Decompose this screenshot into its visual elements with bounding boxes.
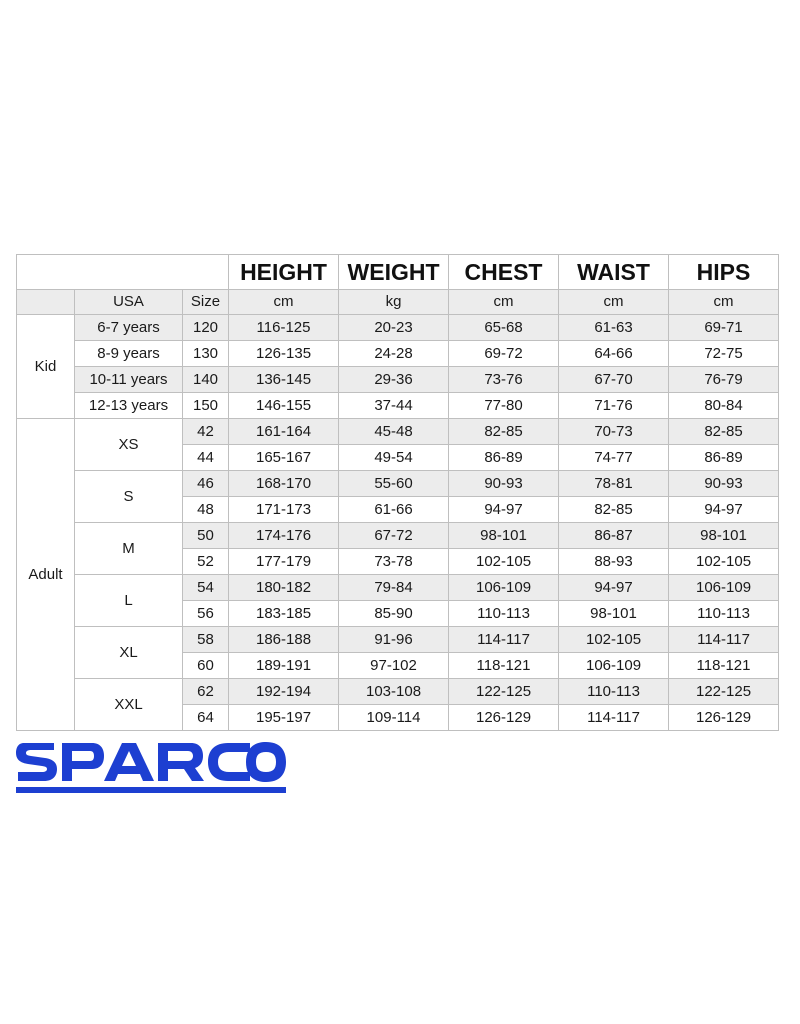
usa-size-cell: M (75, 523, 183, 575)
table-header-row-measures (17, 255, 779, 290)
header-unit-cell: kg (339, 290, 449, 315)
table-row (17, 523, 779, 549)
height-cell: 116-125 (229, 315, 339, 341)
chest-cell: 106-109 (449, 575, 559, 601)
weight-cell: 79-84 (339, 575, 449, 601)
usa-size-cell: 12-13 years (75, 393, 183, 419)
height-cell: 174-176 (229, 523, 339, 549)
header-measure-cell: HIPS (669, 255, 779, 290)
weight-cell: 45-48 (339, 419, 449, 445)
header-measure-cell: CHEST (449, 255, 559, 290)
waist-cell: 82-85 (559, 497, 669, 523)
waist-cell: 86-87 (559, 523, 669, 549)
waist-cell: 94-97 (559, 575, 669, 601)
header-measure-cell: WAIST (559, 255, 669, 290)
waist-cell: 71-76 (559, 393, 669, 419)
size-cell: 42 (183, 419, 229, 445)
hips-cell: 80-84 (669, 393, 779, 419)
chest-cell: 94-97 (449, 497, 559, 523)
waist-cell: 106-109 (559, 653, 669, 679)
chest-cell: 98-101 (449, 523, 559, 549)
hips-cell: 102-105 (669, 549, 779, 575)
height-cell: 189-191 (229, 653, 339, 679)
size-cell: 150 (183, 393, 229, 419)
weight-cell: 109-114 (339, 705, 449, 731)
height-cell: 146-155 (229, 393, 339, 419)
waist-cell: 74-77 (559, 445, 669, 471)
waist-cell: 67-70 (559, 367, 669, 393)
table-row (17, 393, 779, 419)
chest-cell: 118-121 (449, 653, 559, 679)
height-cell: 192-194 (229, 679, 339, 705)
group-label-cell: Adult (17, 419, 75, 731)
chest-cell: 82-85 (449, 419, 559, 445)
size-cell: 56 (183, 601, 229, 627)
size-cell: 140 (183, 367, 229, 393)
size-cell: 46 (183, 471, 229, 497)
weight-cell: 67-72 (339, 523, 449, 549)
height-cell: 195-197 (229, 705, 339, 731)
table-row (17, 419, 779, 445)
weight-cell: 61-66 (339, 497, 449, 523)
chest-cell: 77-80 (449, 393, 559, 419)
weight-cell: 37-44 (339, 393, 449, 419)
table-row (17, 679, 779, 705)
hips-cell: 90-93 (669, 471, 779, 497)
weight-cell: 55-60 (339, 471, 449, 497)
height-cell: 186-188 (229, 627, 339, 653)
size-cell: 52 (183, 549, 229, 575)
chest-cell: 69-72 (449, 341, 559, 367)
header-group-unit-cell (17, 290, 75, 315)
usa-size-cell: XL (75, 627, 183, 679)
chest-cell: 90-93 (449, 471, 559, 497)
header-measure-cell: HEIGHT (229, 255, 339, 290)
hips-cell: 98-101 (669, 523, 779, 549)
height-cell: 180-182 (229, 575, 339, 601)
usa-size-cell: L (75, 575, 183, 627)
size-chart-body (17, 255, 779, 731)
hips-cell: 76-79 (669, 367, 779, 393)
header-unit-cell: Size (183, 290, 229, 315)
waist-cell: 114-117 (559, 705, 669, 731)
waist-cell: 110-113 (559, 679, 669, 705)
size-cell: 62 (183, 679, 229, 705)
chest-cell: 102-105 (449, 549, 559, 575)
hips-cell: 72-75 (669, 341, 779, 367)
waist-cell: 70-73 (559, 419, 669, 445)
hips-cell: 114-117 (669, 627, 779, 653)
header-unit-cell: cm (669, 290, 779, 315)
chest-cell: 114-117 (449, 627, 559, 653)
hips-cell: 126-129 (669, 705, 779, 731)
chest-cell: 122-125 (449, 679, 559, 705)
chest-cell: 126-129 (449, 705, 559, 731)
table-row (17, 367, 779, 393)
header-unit-cell: USA (75, 290, 183, 315)
hips-cell: 118-121 (669, 653, 779, 679)
weight-cell: 20-23 (339, 315, 449, 341)
group-label-cell: Kid (17, 315, 75, 419)
table-row (17, 341, 779, 367)
usa-size-cell: 6-7 years (75, 315, 183, 341)
hips-cell: 69-71 (669, 315, 779, 341)
hips-cell: 106-109 (669, 575, 779, 601)
chest-cell: 110-113 (449, 601, 559, 627)
size-chart-table (16, 254, 779, 731)
usa-size-cell: 10-11 years (75, 367, 183, 393)
size-cell: 130 (183, 341, 229, 367)
table-header-row-units (17, 290, 779, 315)
height-cell: 168-170 (229, 471, 339, 497)
usa-size-cell: S (75, 471, 183, 523)
size-cell: 60 (183, 653, 229, 679)
chest-cell: 73-76 (449, 367, 559, 393)
size-cell: 58 (183, 627, 229, 653)
hips-cell: 122-125 (669, 679, 779, 705)
header-unit-cell: cm (229, 290, 339, 315)
height-cell: 183-185 (229, 601, 339, 627)
chest-cell: 65-68 (449, 315, 559, 341)
height-cell: 136-145 (229, 367, 339, 393)
height-cell: 161-164 (229, 419, 339, 445)
weight-cell: 24-28 (339, 341, 449, 367)
waist-cell: 102-105 (559, 627, 669, 653)
header-unit-cell: cm (449, 290, 559, 315)
header-blank-cell (17, 255, 229, 290)
weight-cell: 91-96 (339, 627, 449, 653)
size-chart-container (16, 254, 778, 731)
hips-cell: 94-97 (669, 497, 779, 523)
waist-cell: 78-81 (559, 471, 669, 497)
size-cell: 44 (183, 445, 229, 471)
waist-cell: 61-63 (559, 315, 669, 341)
height-cell: 165-167 (229, 445, 339, 471)
height-cell: 171-173 (229, 497, 339, 523)
usa-size-cell: XXL (75, 679, 183, 731)
size-cell: 54 (183, 575, 229, 601)
weight-cell: 85-90 (339, 601, 449, 627)
chest-cell: 86-89 (449, 445, 559, 471)
size-cell: 64 (183, 705, 229, 731)
table-row (17, 471, 779, 497)
weight-cell: 103-108 (339, 679, 449, 705)
size-cell: 120 (183, 315, 229, 341)
weight-cell: 73-78 (339, 549, 449, 575)
size-cell: 48 (183, 497, 229, 523)
waist-cell: 64-66 (559, 341, 669, 367)
header-measure-cell: WEIGHT (339, 255, 449, 290)
table-row (17, 315, 779, 341)
weight-cell: 97-102 (339, 653, 449, 679)
waist-cell: 88-93 (559, 549, 669, 575)
hips-cell: 86-89 (669, 445, 779, 471)
table-row (17, 627, 779, 653)
waist-cell: 98-101 (559, 601, 669, 627)
usa-size-cell: 8-9 years (75, 341, 183, 367)
size-cell: 50 (183, 523, 229, 549)
hips-cell: 82-85 (669, 419, 779, 445)
sparco-logo (16, 733, 286, 795)
height-cell: 126-135 (229, 341, 339, 367)
table-row (17, 575, 779, 601)
usa-size-cell: XS (75, 419, 183, 471)
hips-cell: 110-113 (669, 601, 779, 627)
height-cell: 177-179 (229, 549, 339, 575)
weight-cell: 29-36 (339, 367, 449, 393)
weight-cell: 49-54 (339, 445, 449, 471)
header-unit-cell: cm (559, 290, 669, 315)
